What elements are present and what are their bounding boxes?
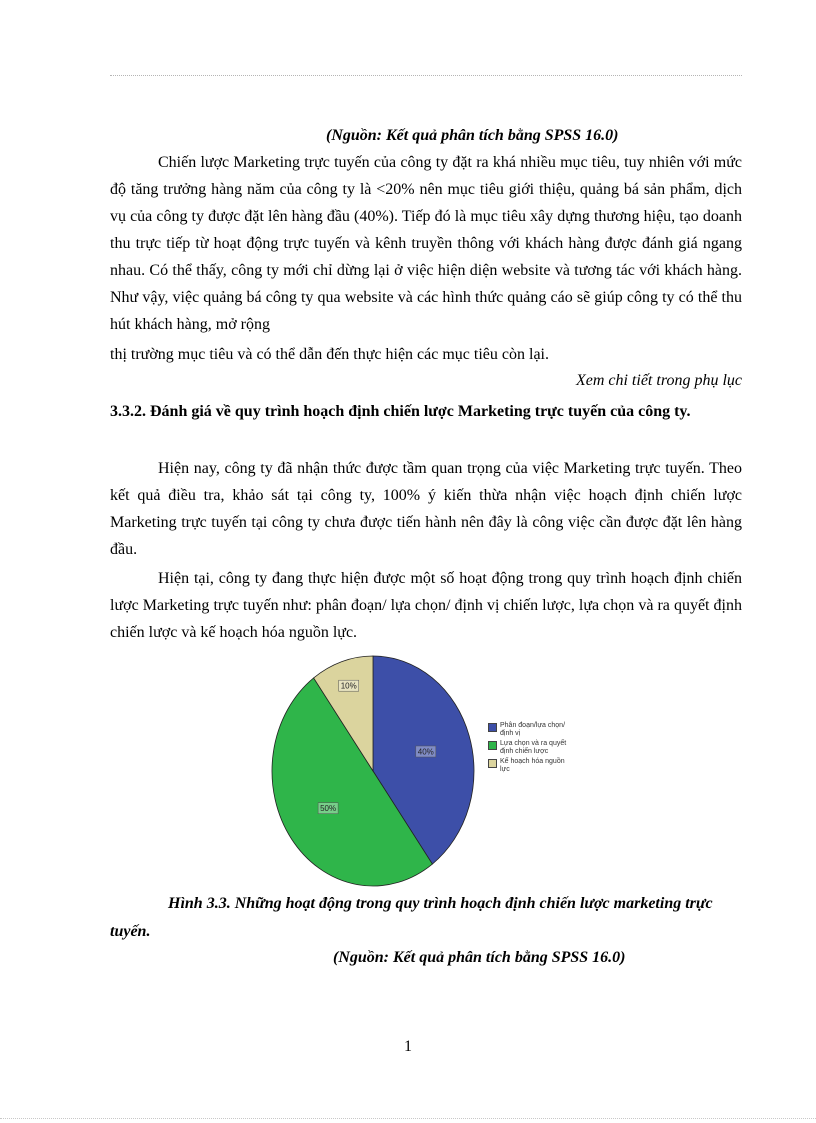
- legend-swatch-2: [488, 741, 497, 750]
- paragraph-awareness-text: Hiện nay, công ty đã nhận thức được tầm quan trọng của việc Marketing trực tuyến. Theo kết quả điều tra, khảo sát tại công ty, 100% ý kiến thừa nhận việc hoạch định chiến lược Marketing trực tuyến tại công ty chưa được tiến hành nên đây là công việc cần được đặt lên hàng đầu.: [110, 460, 742, 558]
- footer-rule: [0, 1118, 816, 1119]
- page-number: 1: [404, 1038, 412, 1055]
- section-heading: 3.3.2. Đánh giá về quy trình hoạch định chiến lược Marketing trực tuyến của công ty.: [110, 403, 691, 420]
- paragraph-goals-text: Chiến lược Marketing trực tuyến của công ty đặt ra khá nhiều mục tiêu, tuy nhiên với mức độ tăng trưởng hàng năm của công ty là <20% nên mục tiêu giới thiệu, quảng bá sản phẩm, dịch vụ của công ty được đặt lên hàng đầu (40%). Tiếp đó là mục tiêu xây dựng thương hiệu, tạo doanh thu trực tiếp từ hoạt động trực tuyến và kênh truyền thông với khách hàng được đánh giá ngang nhau. Có thể thấy, công ty mới chỉ dừng lại ở việc hiện diện website và tương tác với khách hàng. Như vậy, việc quảng bá công ty qua website và các hình thức quảng cáo sẽ giúp công ty có thể thu hút khách hàng, mở rộng: [110, 154, 742, 333]
- appendix-note: Xem chi tiết trong phụ lục: [575, 372, 742, 389]
- paragraph-activities: [110, 565, 742, 646]
- header-rule: [110, 75, 742, 76]
- paragraph-goals: [110, 149, 742, 338]
- source-note-bottom: (Nguồn: Kết quả phân tích bằng SPSS 16.0): [333, 949, 626, 966]
- slice-label-2: 50%: [320, 804, 337, 814]
- slice-label-3: 10%: [340, 681, 357, 691]
- paragraph-activities-text: Hiện tại, công ty đang thực hiện được một số hoạt động trong quy trình hoạch định chiến lược Marketing trực tuyến như: phân đoạn/ lựa chọn/ định vị chiến lược, lựa chọn và ra quyết định chiến lược và kế hoạch hóa nguồn lực.: [110, 570, 742, 641]
- legend-swatch-1: [488, 723, 497, 732]
- figure-caption: [110, 890, 742, 946]
- slice-label-1: 40%: [417, 747, 434, 757]
- legend-swatch-3: [488, 759, 497, 768]
- source-note-top: (Nguồn: Kết quả phân tích bằng SPSS 16.0): [326, 127, 619, 144]
- paragraph-awareness: [110, 455, 742, 563]
- legend-item-1: [488, 722, 568, 738]
- legend-item-2: [488, 740, 568, 756]
- legend-label-2: Lựa chọn và ra quyết định chiến lược: [500, 740, 567, 755]
- paragraph-goals-last-line: thị trường mục tiêu và có thể dẫn đến thực hiện các mục tiêu còn lại.: [110, 346, 549, 363]
- legend-label-1: Phân đoạn/lựa chọn/định vị: [500, 722, 566, 737]
- legend-item-3: [488, 758, 568, 774]
- figure-caption-text: Hình 3.3. Những hoạt động trong quy trình hoạch định chiến lược marketing trực tuyến.: [110, 895, 713, 940]
- legend-label-3: Kế hoạch hóa nguồn lực: [500, 758, 565, 773]
- chart-legend: [488, 722, 568, 776]
